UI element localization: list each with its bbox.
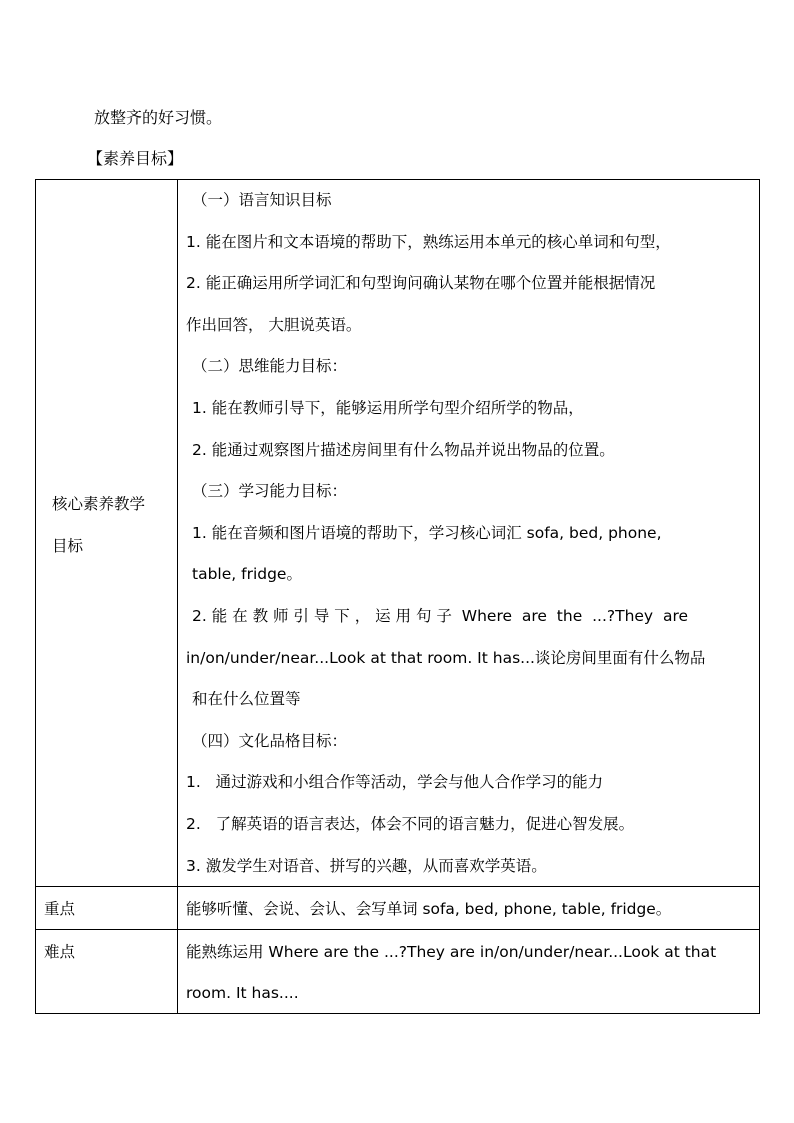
key-points-text: 能够听懂、会说、会认、会写单词 sofa, bed, phone, table, fridge。 [186,899,672,918]
objective-line: 1. 能在图片和文本语境的帮助下，熟练运用本单元的核心单词和句型， [186,232,671,251]
core-objectives-row [36,180,760,887]
core-objectives-label-line2: 目标 [52,536,84,555]
key-points-row [36,886,760,929]
section-title: 【素养目标】 [87,149,184,168]
difficult-points-content-cell [178,929,760,1014]
core-objectives-content-cell [178,180,760,887]
objective-line: 3. 激发学生对语音、拼写的兴趣，从而喜欢学英语。 [186,856,547,875]
objective-line: （三）学习能力目标： [192,482,348,501]
objective-line: 1. 能在教师引导下，能够运用所学句型介绍所学的物品， [192,398,584,417]
objective-line: 1. 能在音频和图片语境的帮助下，学习核心词汇 sofa, bed, phone, [192,523,662,542]
difficult-points-label-cell [36,929,178,1014]
objective-line: 和在什么位置等 [192,690,301,709]
intro-line: 放整齐的好习惯。 [94,108,223,127]
difficult-points-line2: room. It has.... [186,984,299,1002]
objective-line: 2. 能正确运用所学词汇和句型询问确认某物在哪个位置并能根据情况 [186,274,656,293]
objective-line: 作出回答， 大胆说英语。 [186,315,362,334]
objective-line: 2. 能 在 教 师 引 导 下 ， 运 用 句 子 Where are the ...?They are [192,606,689,625]
objective-line: 2. 了解英语的语言表达，体会不同的语言魅力，促进心智发展。 [186,814,635,833]
difficult-points-label: 难点 [44,942,76,961]
core-objectives-label-cell [36,180,178,887]
objectives-table [35,179,760,1014]
key-points-label: 重点 [44,899,76,918]
core-objectives-label-line1: 核心素养教学 [52,495,146,513]
difficult-points-row [36,929,760,1014]
key-points-content-cell [178,886,760,929]
objective-line: 1. 通过游戏和小组合作等活动，学会与他人合作学习的能力 [186,773,604,792]
objective-line: （二）思维能力目标： [192,357,348,376]
objective-line: table, fridge。 [192,565,302,584]
key-points-label-cell [36,886,178,929]
objective-line: （四）文化品格目标： [192,731,348,750]
difficult-points-line1: 能熟练运用 Where are the ...?They are in/on/under/near...Look at that [186,942,717,961]
objective-line: （一）语言知识目标 [192,191,332,209]
objective-line: 2. 能通过观察图片描述房间里有什么物品并说出物品的位置。 [192,440,615,459]
objective-line: in/on/under/near...Look at that room. It has...谈论房间里面有什么物品 [186,648,706,667]
